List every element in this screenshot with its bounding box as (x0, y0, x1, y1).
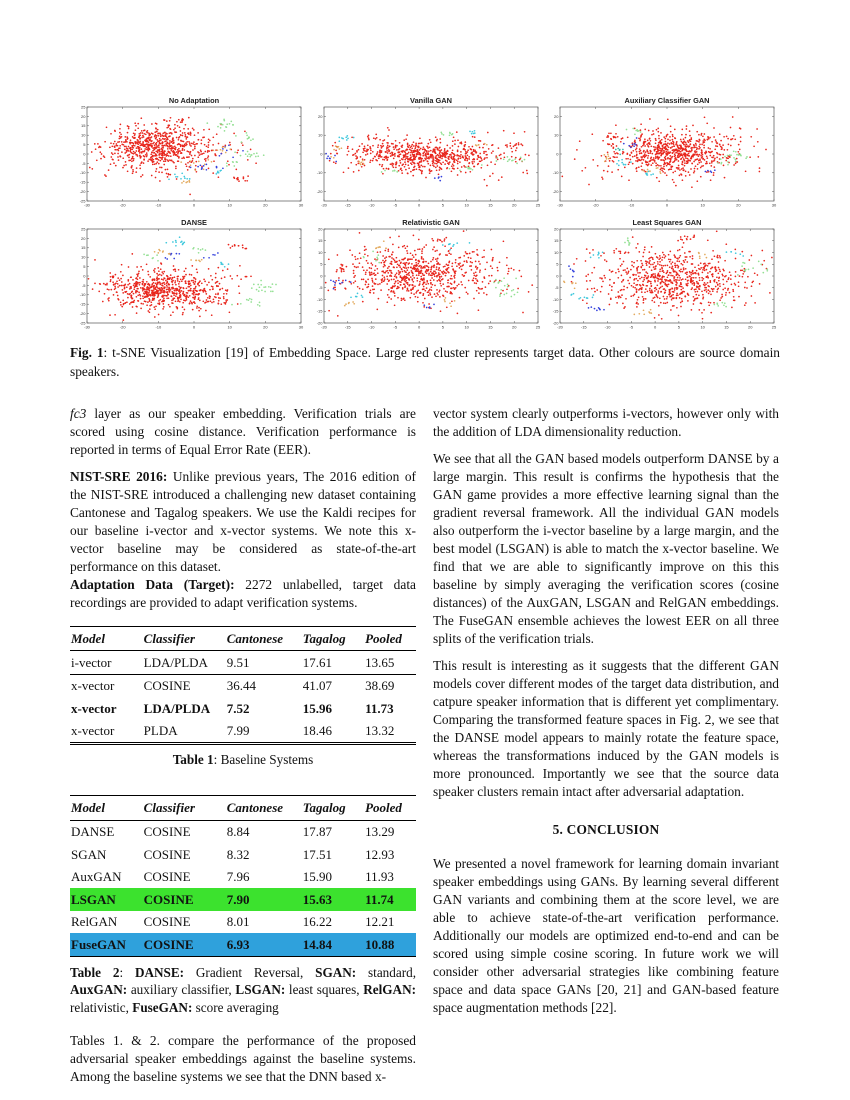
table-cell: PLDA (143, 723, 178, 739)
svg-text:Auxiliary Classifier GAN: Auxiliary Classifier GAN (624, 96, 710, 105)
svg-text:-20: -20 (119, 324, 126, 330)
svg-text:DANSE: DANSE (181, 218, 207, 227)
column-header: Tagalog (302, 626, 364, 650)
text-segment: This result is interesting as it suggests that the different GAN models cover different modes of the target data distribution, and catpure speaker information that is different yet complimentary. Comparing the transformed feature spaces in Fig. 2, we see that the DANSE model appears to mainly rotate the feature space, whereas the transformations induced by the GAN models is more pronounced. Importantly we see that the source data speaker clusters remain intact after adversarial adaptation. (433, 657, 779, 800)
table-cell: DANSE (71, 824, 115, 840)
table-cell: LSGAN (71, 891, 116, 907)
svg-text:10: 10 (227, 324, 232, 330)
svg-text:20: 20 (511, 324, 517, 330)
svg-text:-5: -5 (393, 324, 397, 330)
svg-text:-10: -10 (316, 170, 323, 176)
paragraph-adaptation-data (70, 576, 416, 612)
table-cell: 11.73 (365, 700, 394, 716)
text-segment: Adaptation Data (Target): (70, 576, 235, 592)
svg-text:0: 0 (417, 202, 420, 208)
table-cell: 9.51 (226, 651, 302, 674)
table-cell: LDA/PLDA (143, 651, 226, 674)
table-cell: 11.93 (365, 869, 394, 885)
scatter-plot-svg (307, 95, 543, 213)
svg-text:-15: -15 (344, 324, 351, 330)
svg-text:-5: -5 (393, 202, 397, 208)
paragraph-nist-sre (70, 468, 416, 576)
svg-text:20: 20 (263, 202, 268, 208)
svg-text:-20: -20 (553, 189, 559, 194)
svg-text:0: 0 (319, 151, 323, 157)
svg-text:-30: -30 (84, 202, 90, 208)
svg-text:-25: -25 (79, 198, 86, 204)
svg-text:-15: -15 (316, 308, 323, 314)
svg-text:10: 10 (554, 132, 559, 138)
table-cell: COSINE (143, 869, 191, 885)
table-cell: 8.84 (226, 824, 250, 840)
table-cell: COSINE (143, 936, 194, 952)
svg-text:30: 30 (298, 324, 304, 330)
table-cell: 7.96 (226, 869, 250, 885)
table-cell: 36.44 (226, 678, 256, 694)
svg-text:-10: -10 (79, 292, 86, 298)
text-segment: fc3 (70, 405, 87, 421)
svg-text:-10: -10 (368, 202, 375, 208)
scatter-plot-svg (543, 217, 779, 335)
scatter-plot-svg (70, 95, 306, 213)
body-columns (70, 405, 780, 1096)
svg-text:5: 5 (83, 264, 86, 269)
svg-text:25: 25 (535, 324, 540, 330)
svg-text:20: 20 (81, 235, 86, 241)
text-segment: auxiliary classifier, (127, 982, 236, 998)
svg-text:20: 20 (511, 202, 517, 208)
column-header: Tagalog (302, 796, 364, 820)
svg-text:10: 10 (700, 202, 706, 208)
table-1-caption (70, 751, 416, 769)
svg-text:0: 0 (556, 151, 559, 157)
table-cell: 12.93 (365, 846, 395, 862)
subplot-relativistic-gan (307, 217, 543, 335)
text-segment: NIST-SRE 2016: (70, 468, 168, 484)
svg-text:10: 10 (464, 324, 469, 330)
table-cell: COSINE (143, 824, 191, 840)
svg-text:0: 0 (192, 202, 196, 208)
svg-text:-20: -20 (320, 202, 327, 208)
table-row (70, 674, 416, 697)
subplot-danse (70, 217, 306, 335)
table-row (70, 933, 416, 956)
svg-text:-10: -10 (628, 202, 635, 208)
text-segment: least squares, (285, 982, 364, 998)
svg-text:0: 0 (83, 151, 86, 157)
table-cell: 13.29 (365, 824, 395, 840)
svg-text:-15: -15 (79, 301, 86, 307)
table-cell: i-vector (70, 651, 143, 674)
subplot-no-adaptation (70, 95, 306, 213)
table-cell: x-vector (71, 700, 117, 716)
svg-text:5: 5 (319, 261, 323, 267)
svg-text:10: 10 (464, 202, 469, 208)
svg-text:25: 25 (81, 226, 86, 232)
table-cell: x-vector (71, 723, 115, 739)
table-cell: 16.22 (302, 914, 333, 930)
svg-text:20: 20 (263, 324, 268, 330)
svg-text:0: 0 (192, 324, 196, 330)
svg-text:15: 15 (487, 324, 493, 330)
table-cell: COSINE (143, 891, 194, 907)
table-cell: 18.46 (302, 723, 333, 739)
svg-text:20: 20 (81, 113, 86, 119)
svg-text:-20: -20 (119, 202, 126, 208)
svg-text:25: 25 (535, 202, 540, 208)
table-cell: 38.69 (365, 678, 395, 694)
column-header: Model (70, 796, 143, 820)
figure-grid (70, 95, 780, 335)
table-header-row (70, 626, 416, 650)
text-segment: LSGAN: (235, 982, 286, 998)
column-header: Classifier (143, 796, 226, 820)
svg-text:0: 0 (319, 273, 323, 279)
svg-text:-10: -10 (316, 296, 323, 302)
svg-text:-5: -5 (318, 285, 323, 291)
svg-text:5: 5 (441, 324, 444, 330)
svg-text:20: 20 (317, 226, 323, 232)
svg-text:10: 10 (317, 249, 323, 255)
svg-text:-15: -15 (79, 179, 86, 185)
table-cell: 6.93 (226, 936, 250, 952)
table-row (70, 911, 416, 933)
text-segment: AuxGAN: (70, 982, 128, 998)
text-segment: Table 1 (172, 752, 214, 768)
table-cell: 12.21 (365, 914, 395, 930)
svg-text:-5: -5 (81, 160, 86, 166)
svg-text:-30: -30 (84, 324, 90, 330)
svg-text:Relativistic GAN: Relativistic GAN (401, 218, 460, 227)
table-cell: 15.63 (302, 891, 333, 907)
column-header: Cantonese (226, 796, 302, 820)
text-segment: vector system clearly outperforms i-vectors, however only with the addition of LDA dimensionality reduction. (433, 405, 779, 439)
right-column (433, 405, 779, 1096)
text-segment: relativistic, (70, 1000, 133, 1016)
paragraph-conclusion (433, 855, 779, 1017)
table-cell: 17.51 (302, 846, 333, 862)
svg-text:0: 0 (417, 324, 420, 330)
svg-text:10: 10 (227, 202, 232, 208)
svg-text:20: 20 (554, 113, 559, 119)
svg-text:10: 10 (81, 254, 86, 260)
table-row (70, 843, 416, 865)
text-segment: : Baseline Systems (213, 752, 314, 768)
table-row (70, 720, 416, 744)
svg-text:-5: -5 (81, 282, 86, 288)
table-row (70, 820, 416, 843)
column-header: Cantonese (226, 626, 302, 650)
svg-text:-10: -10 (155, 324, 162, 330)
table-row (70, 697, 416, 719)
subplot-vanilla-gan (307, 95, 543, 213)
text-segment: Gradient Reversal, (184, 964, 316, 980)
svg-text:30: 30 (298, 202, 304, 208)
svg-text:5: 5 (83, 142, 86, 147)
column-header: Pooled (364, 626, 416, 650)
svg-text:15: 15 (81, 245, 86, 251)
svg-text:-25: -25 (79, 320, 86, 326)
table-row (70, 651, 416, 674)
text-segment: DANSE: (134, 964, 185, 980)
table-header-row (70, 796, 416, 820)
scatter-plot-svg (307, 217, 543, 335)
svg-text:20: 20 (317, 113, 323, 119)
svg-text:-10: -10 (79, 170, 86, 176)
paragraph (433, 405, 779, 441)
table-cell: AuxGAN (71, 869, 122, 885)
scatter-plot-svg (70, 217, 306, 335)
text-segment: standard, (356, 964, 416, 980)
text-segment: RelGAN: (363, 982, 416, 998)
svg-text:10: 10 (317, 132, 323, 138)
svg-text:-10: -10 (553, 170, 559, 176)
table-cell: 13.65 (364, 651, 416, 674)
figure-1 (70, 95, 780, 382)
paragraph (433, 450, 779, 648)
column-header: Model (70, 626, 143, 650)
table-cell: 7.99 (226, 723, 250, 739)
text-segment: FuseGAN: (132, 1000, 193, 1016)
table-cell: 7.52 (226, 700, 250, 716)
table-cell: 17.61 (302, 651, 364, 674)
svg-text:-20: -20 (79, 311, 86, 316)
text-segment: : t-SNE Visualization [19] of Embedding Space. Large red cluster represents target data. Other colours are source domain speakers. (70, 345, 780, 379)
table-cell: COSINE (143, 914, 191, 930)
svg-text:-20: -20 (79, 189, 86, 194)
table-2-caption (70, 964, 416, 1017)
table-cell: LDA/PLDA (143, 700, 211, 716)
figure-caption (70, 344, 780, 382)
text-segment: layer as our speaker embedding. Verification trials are scored using cosine distance. Verification performance is reported in terms of Equal Error Rate (EER). (70, 405, 416, 457)
table-cell: 17.87 (302, 824, 333, 840)
text-segment: Unlike previous years, The 2016 edition of the NIST-SRE introduced a challenging new dataset containing Cantonese and Tagalog speakers. We use the Kaldi recipes for our baseline i-vector and x-vector systems. We note this x-vector baseline may be considered as state-of-the-art performance on this dataset. (70, 468, 416, 574)
table-cell: 15.96 (302, 700, 333, 716)
svg-text:0: 0 (666, 202, 669, 208)
table-cell: 13.32 (365, 723, 395, 739)
svg-text:Least Squares GAN: Least Squares GAN (632, 218, 702, 227)
left-column (70, 405, 416, 1096)
svg-text:-20: -20 (593, 202, 599, 208)
svg-text:0: 0 (83, 273, 86, 279)
svg-text:10: 10 (81, 132, 86, 138)
table-cell: 8.32 (226, 846, 250, 862)
table-cell: 41.07 (302, 678, 333, 694)
svg-text:-30: -30 (557, 202, 564, 208)
paragraph (433, 657, 779, 801)
text-segment: score averaging (192, 1000, 279, 1016)
table-cell: SGAN (71, 846, 107, 862)
text-segment: Tables 1. & 2. compare the performance of the proposed adversarial speaker embeddings against the baseline systems. Among the baseline systems we see that the DNN based x- (70, 1032, 416, 1084)
table-row (70, 866, 416, 888)
paragraph-tables-compare (70, 1032, 416, 1086)
table-1-baseline-systems (70, 626, 416, 745)
table-cell: 7.90 (226, 891, 250, 907)
svg-text:15: 15 (81, 123, 86, 129)
text-segment: Fig. 1 (70, 345, 104, 360)
svg-text:-10: -10 (368, 324, 375, 330)
svg-text:-15: -15 (344, 202, 351, 208)
table-cell: 11.74 (365, 891, 394, 907)
svg-text:15: 15 (487, 202, 493, 208)
svg-text:25: 25 (81, 104, 86, 110)
table-cell: FuseGAN (71, 936, 126, 952)
text-segment: Table 2 (70, 964, 120, 980)
scatter-plot-svg (543, 95, 779, 213)
svg-text:20: 20 (736, 202, 741, 208)
table-cell: 8.01 (226, 914, 250, 930)
table-cell: 10.88 (365, 936, 395, 952)
svg-text:30: 30 (772, 202, 777, 208)
subplot-least-squares-gan (543, 217, 779, 335)
column-header: Pooled (364, 796, 416, 820)
paragraph (70, 405, 416, 459)
text-segment: : (119, 964, 135, 980)
text-segment: 2272 unlabelled, target data recordings are provided to adapt verification systems. (70, 576, 416, 610)
svg-text:5: 5 (441, 202, 444, 208)
svg-text:-10: -10 (155, 202, 162, 208)
column-header: Classifier (143, 626, 226, 650)
section-heading-conclusion: 5. CONCLUSION (552, 822, 660, 838)
table-2-gan-results (70, 795, 416, 956)
svg-text:Vanilla GAN: Vanilla GAN (409, 96, 452, 105)
text-segment: SGAN: (315, 964, 357, 980)
table-cell: 15.90 (302, 869, 333, 885)
svg-text:15: 15 (317, 238, 323, 244)
svg-text:-20: -20 (320, 324, 327, 330)
text-segment: We presented a novel framework for learning domain invariant speaker embeddings using GANs. By learning several different GAN variants and combining them at the score level, we are able to achieve state-of-the-art verification performance. Additionally our models are optimized end-to-end and can be scored using simple cosine scoring. In future work we will consider other adversarial strategies like combining feature space and data space GANs [20, 21] and GAN-based feature space augmentation methods [22]. (433, 856, 779, 1016)
svg-text:No Adaptation: No Adaptation (168, 96, 220, 105)
svg-text:-20: -20 (316, 189, 323, 194)
table-cell: COSINE (143, 846, 191, 862)
table-cell: RelGAN (71, 914, 118, 930)
table-cell: 14.84 (302, 936, 333, 952)
subplot-auxiliary-classifier-gan (543, 95, 779, 213)
table-cell: COSINE (143, 678, 191, 694)
text-segment: We see that all the GAN based models outperform DANSE by a large margin. This result is confirms the hypothesis that the GAN game provides a more effective learning signal than the gradient reversal framework. All the individual GAN models also outperform the i-vector baseline by a large margin, and the best model (LSGAN) is able to match the x-vector baseline. We find that we are able to significantly improve on this this baseline by simply averaging the verification scores (cosine distances) of the AuxGAN, LSGAN and RelGAN embeddings. The FuseGAN ensemble achieves the lowest EER on all three splits of the verification trials. (433, 450, 779, 646)
svg-text:-20: -20 (316, 320, 323, 326)
table-cell: x-vector (71, 678, 115, 694)
table-row (70, 888, 416, 910)
